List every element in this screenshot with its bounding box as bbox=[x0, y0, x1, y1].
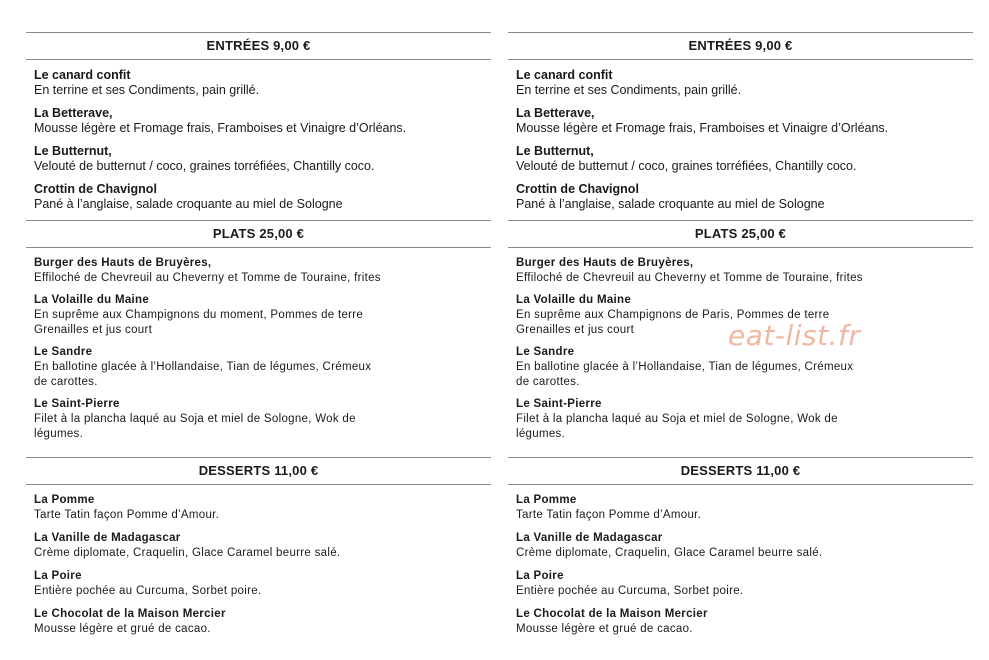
menu-item bbox=[34, 68, 491, 98]
dish-description: En ballotine glacée à l’Hollandaise, Tian de légumes, Crémeux bbox=[516, 361, 854, 373]
menu-item bbox=[34, 397, 491, 442]
menu-item bbox=[34, 144, 491, 174]
menu-item bbox=[516, 531, 973, 561]
section-desserts bbox=[26, 457, 491, 645]
dish-description: Entière pochée au Curcuma, Sorbet poire. bbox=[516, 585, 744, 597]
dish-name: Crottin de Chavignol bbox=[34, 182, 157, 196]
dish-name: Le Saint-Pierre bbox=[34, 398, 120, 410]
section-desserts bbox=[508, 457, 973, 645]
dish-description: Grenailles et jus court bbox=[516, 324, 635, 336]
menu-item bbox=[34, 256, 491, 286]
menu-item bbox=[34, 493, 491, 523]
menu-column-left bbox=[26, 32, 491, 645]
menu-item bbox=[516, 607, 973, 637]
dish-description: Effiloché de Chevreuil au Cheverny et Tomme de Touraine, frites bbox=[516, 272, 863, 284]
menu-item bbox=[34, 182, 491, 212]
section-title: PLATS 25,00 € bbox=[508, 220, 973, 248]
dish-description: Crème diplomate, Craquelin, Glace Caramel beurre salé. bbox=[34, 547, 341, 559]
menu-item bbox=[34, 531, 491, 561]
dish-description: de carottes. bbox=[516, 376, 580, 388]
dish-description: Filet à la plancha laqué au Soja et miel de Sologne, Wok de bbox=[34, 413, 356, 425]
dish-name: Le Butternut, bbox=[516, 144, 594, 158]
dish-name: Le Butternut, bbox=[34, 144, 112, 158]
dish-description: Tarte Tatin façon Pomme d’Amour. bbox=[34, 509, 220, 521]
section-title: ENTRÉES 9,00 € bbox=[26, 32, 491, 60]
dish-description: En suprême aux Champignons de Paris, Pommes de terre bbox=[516, 309, 830, 321]
menu-item bbox=[34, 106, 491, 136]
dish-name: Le canard confit bbox=[34, 68, 131, 82]
dish-description: Velouté de butternut / coco, graines torréfiées, Chantilly coco. bbox=[516, 159, 857, 173]
dish-name: Burger des Hauts de Bruyères, bbox=[34, 257, 212, 269]
dish-description: de carottes. bbox=[34, 376, 98, 388]
dish-name: La Betterave, bbox=[34, 106, 113, 120]
menu-item bbox=[516, 256, 973, 286]
section-title: DESSERTS 11,00 € bbox=[26, 457, 491, 485]
menu-item bbox=[516, 493, 973, 523]
dish-name: Le Saint-Pierre bbox=[516, 398, 602, 410]
dish-name: La Pomme bbox=[34, 494, 95, 506]
dish-description: Grenailles et jus court bbox=[34, 324, 153, 336]
menu-item bbox=[516, 68, 973, 98]
dish-description: Velouté de butternut / coco, graines torréfiées, Chantilly coco. bbox=[34, 159, 375, 173]
dish-description: légumes. bbox=[516, 428, 566, 440]
dish-name: Le canard confit bbox=[516, 68, 613, 82]
dish-name: La Volaille du Maine bbox=[34, 294, 150, 306]
section-title: DESSERTS 11,00 € bbox=[508, 457, 973, 485]
dish-description: Effiloché de Chevreuil au Cheverny et Tomme de Touraine, frites bbox=[34, 272, 381, 284]
dish-name: Le Sandre bbox=[34, 346, 93, 358]
watermark: eat-list.fr bbox=[728, 319, 861, 352]
dish-name: Le Chocolat de la Maison Mercier bbox=[34, 608, 226, 620]
menu-item bbox=[34, 293, 491, 338]
dish-description: Mousse légère et grué de cacao. bbox=[516, 623, 693, 635]
menu-item bbox=[516, 106, 973, 136]
dish-name: La Vanille de Madagascar bbox=[34, 532, 181, 544]
dish-name: Crottin de Chavignol bbox=[516, 182, 639, 196]
dish-name: La Poire bbox=[516, 570, 564, 582]
dish-description: Crème diplomate, Craquelin, Glace Caramel beurre salé. bbox=[516, 547, 823, 559]
dish-name: Le Chocolat de la Maison Mercier bbox=[516, 608, 708, 620]
dish-description: légumes. bbox=[34, 428, 84, 440]
dish-description: Entière pochée au Curcuma, Sorbet poire. bbox=[34, 585, 262, 597]
menu-item bbox=[516, 397, 973, 442]
menu-item bbox=[516, 182, 973, 212]
dish-description: Pané à l’anglaise, salade croquante au miel de Sologne bbox=[34, 197, 343, 211]
dish-description: Mousse légère et grué de cacao. bbox=[34, 623, 211, 635]
menu-item bbox=[34, 607, 491, 637]
section-entrees bbox=[508, 32, 973, 220]
dish-name: La Vanille de Madagascar bbox=[516, 532, 663, 544]
section-plats bbox=[26, 220, 491, 457]
menu-item bbox=[516, 569, 973, 599]
menu-item bbox=[516, 144, 973, 174]
dish-description: En ballotine glacée à l’Hollandaise, Tian de légumes, Crémeux bbox=[34, 361, 372, 373]
menu-item bbox=[34, 345, 491, 390]
dish-name: La Volaille du Maine bbox=[516, 294, 632, 306]
section-title: PLATS 25,00 € bbox=[26, 220, 491, 248]
dish-description: Pané à l’anglaise, salade croquante au miel de Sologne bbox=[516, 197, 825, 211]
dish-name: La Betterave, bbox=[516, 106, 595, 120]
section-title: ENTRÉES 9,00 € bbox=[508, 32, 973, 60]
dish-description: Tarte Tatin façon Pomme d’Amour. bbox=[516, 509, 702, 521]
dish-name: Burger des Hauts de Bruyères, bbox=[516, 257, 694, 269]
dish-description: Filet à la plancha laqué au Soja et miel de Sologne, Wok de bbox=[516, 413, 838, 425]
section-entrees bbox=[26, 32, 491, 220]
dish-description: En terrine et ses Condiments, pain grillé. bbox=[34, 83, 260, 97]
menu-item bbox=[34, 569, 491, 599]
dish-name: La Pomme bbox=[516, 494, 577, 506]
dish-description: Mousse légère et Fromage frais, Framboises et Vinaigre d’Orléans. bbox=[516, 121, 889, 135]
dish-description: Mousse légère et Fromage frais, Framboises et Vinaigre d’Orléans. bbox=[34, 121, 407, 135]
dish-description: En suprême aux Champignons du moment, Pommes de terre bbox=[34, 309, 364, 321]
dish-name: Le Sandre bbox=[516, 346, 575, 358]
dish-description: En terrine et ses Condiments, pain grillé. bbox=[516, 83, 742, 97]
dish-name: La Poire bbox=[34, 570, 82, 582]
